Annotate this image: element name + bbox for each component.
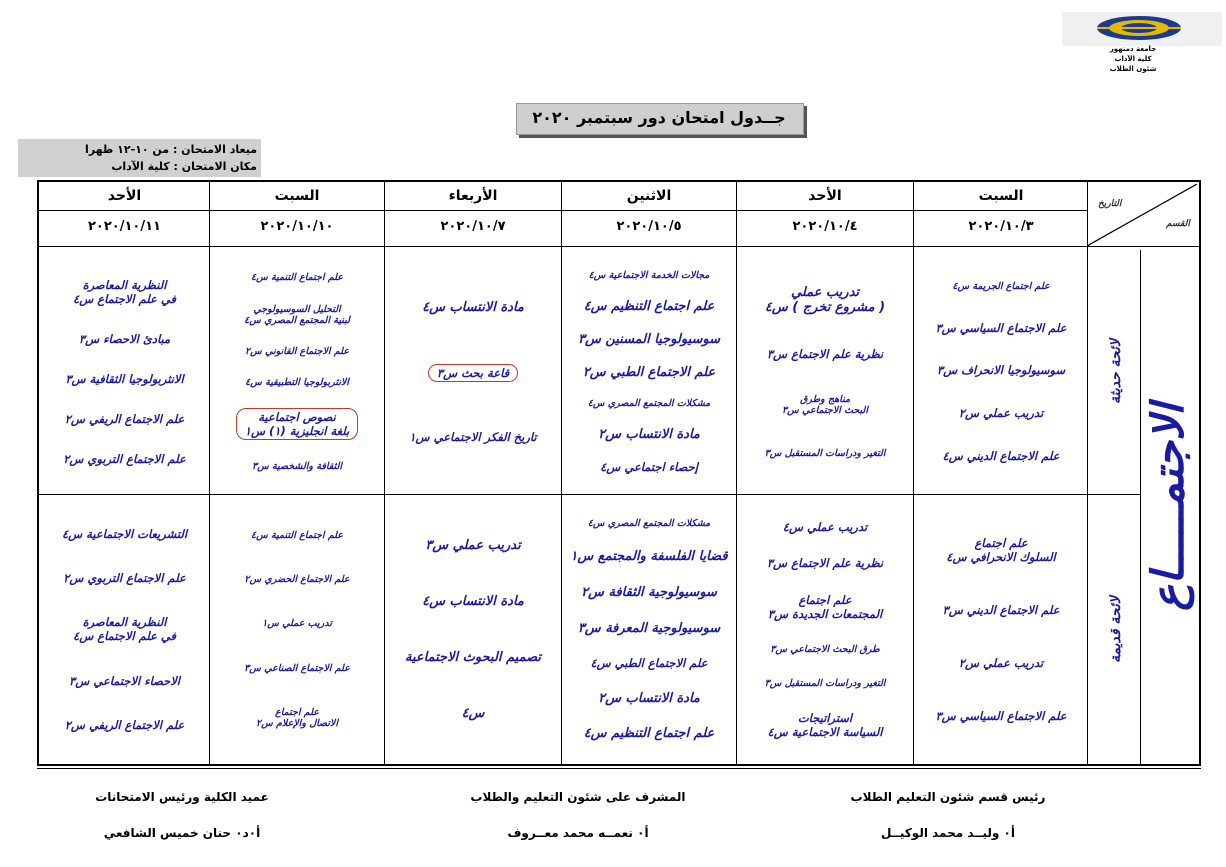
- subject-entry: علم الاجتماع التربوي س٢: [63, 571, 186, 586]
- subject-entry: نظرية علم الاجتماع س٣: [766, 556, 884, 571]
- subject-entry: الانثربولوجيا الثقافية س٣: [65, 372, 184, 386]
- subject-entry: التغير ودراسات المستقبل س٣: [764, 677, 886, 689]
- subject-entry: تدريب عملي س٤: [782, 519, 868, 534]
- university-name: جامعة دمنهور: [1109, 45, 1157, 53]
- subject-entry: الاحصاء الاجتماعي س٣: [69, 673, 180, 688]
- corner-date-label: التاريخ: [1098, 199, 1122, 209]
- subject-entry: علم اجتماع المجتمعات الجديدة س٣: [767, 593, 883, 622]
- exam-time: ميعاد الامتحان : من ١٠-١٢ ظهرا: [85, 143, 257, 156]
- cell-old-track: [915, 497, 1087, 762]
- subject-entry: الانثربولوجيا التطبيقية س٤: [245, 377, 349, 389]
- subject-entry: علم اجتماع التنمية س٤: [251, 530, 343, 542]
- cell-old-track: [41, 497, 208, 762]
- day-name: الأحد: [808, 188, 842, 204]
- subject-entry: علم الاجتماع الطبي س٤: [590, 656, 708, 671]
- sig-title-1: رئيس قسم شئون التعليم الطلاب: [850, 790, 1046, 804]
- exam-info: [18, 139, 261, 177]
- subject-entry: مجالات الخدمة الاجتماعية س٤: [588, 270, 710, 281]
- grid-line: [39, 210, 1087, 211]
- day-name: السبت: [274, 188, 320, 204]
- track-old-label: لائحة قديمة: [1108, 596, 1124, 663]
- exam-date: ٢٠٢٠/١٠/٣: [968, 219, 1034, 234]
- subject-entry: علم اجتماع التنمية س٤: [251, 272, 343, 284]
- grid-line: [39, 494, 1140, 495]
- sig-name-3: أ٠د٠ حنان خميس الشافعي: [103, 826, 261, 840]
- subject-entry: النظرية المعاصرة في علم الاجتماع س٤: [73, 615, 176, 644]
- sig-name-1: أ٠ وليــد محمد الوكيــل: [881, 826, 1015, 840]
- subject-entry: سوسيولوجية الثقافة س٢: [581, 584, 717, 600]
- subject-entry: [211, 408, 383, 440]
- grid-line: [384, 180, 385, 766]
- day-name: الأربعاء: [448, 188, 498, 204]
- university-lines: [1090, 44, 1176, 74]
- subject-entry: علم اجتماع التنظيم س٤: [583, 726, 715, 742]
- grid-line: [561, 180, 562, 766]
- subject-entry: س٤: [461, 706, 485, 721]
- subject-entry: سوسيولوجيا الانحراف س٣: [936, 363, 1066, 378]
- subject-entry: مادة الانتساب س٤: [422, 300, 524, 316]
- university-logo-icon: [1094, 14, 1184, 42]
- subject-entry: مادة الانتساب س٤: [422, 594, 524, 609]
- grid-line: [1087, 180, 1088, 766]
- highlighted-subject: نصوص اجتماعية بلغة انجليزية (١) س١: [236, 408, 358, 440]
- subject-entry: علم الاجتماع الريفي س٢: [64, 412, 185, 426]
- subject-entry: علم اجتماع الجريمة س٤: [952, 280, 1050, 292]
- corner-diagonal: [1087, 184, 1197, 246]
- exam-date: ٢٠٢٠/١٠/١٠: [260, 219, 334, 234]
- subject-entry: طرق البحث الاجتماعي س٣: [770, 643, 880, 655]
- day-name: الأحد: [107, 188, 142, 204]
- subject-entry: سوسيولوجيا المسنين س٣: [577, 332, 721, 347]
- subject-entry: تدريب عملي س٢: [958, 656, 1044, 670]
- subject-entry: مناهج وطرق البحث الاجتماعي س٣: [782, 393, 868, 416]
- subject-entry: قضايا الفلسفة والمجتمع س١: [570, 549, 728, 565]
- exam-date: ٢٠٢٠/١٠/٥: [616, 219, 682, 234]
- highlighted-subject: قاعة بحث س٣: [428, 364, 518, 382]
- subject-entry: مبادئ الاحصاء س٣: [78, 332, 171, 346]
- subject-entry: علم اجتماع الاتصال والإعلام س٢: [256, 706, 338, 729]
- subject-entry: استراتيجات السياسة الاجتماعية س٤: [767, 711, 883, 740]
- grid-line: [209, 180, 210, 766]
- exam-date: ٢٠٢٠/١٠/٧: [440, 219, 506, 234]
- bottom-divider: [37, 768, 1201, 769]
- cell-new-track: [386, 252, 560, 492]
- track-new-label: لائحة حديثة: [1108, 339, 1124, 405]
- subject-entry: علم الاجتماع السياسي س٣: [935, 320, 1067, 335]
- subject-entry: الثقافة والشخصية س٣: [252, 460, 342, 472]
- subject-entry: تدريب عملي س١: [262, 618, 332, 630]
- department-name: الاجتمـــــاع: [1143, 403, 1194, 611]
- subject-entry: سوسيولوجية المعرفة س٣: [577, 620, 721, 636]
- subject-entry: علم الاجتماع الريفي س٢: [64, 717, 185, 732]
- sig-name-2: أ٠ نعمــه محمد معــروف: [507, 826, 649, 840]
- subject-entry: علم الاجتماع الديني س٣: [942, 603, 1060, 617]
- cell-new-track: [915, 252, 1087, 492]
- subject-entry: مشكلات المجتمع المصري س٤: [587, 398, 711, 409]
- sig-title-3: عميد الكلية ورئيس الامتحانات: [95, 790, 269, 804]
- cell-old-track: [563, 497, 735, 762]
- cell-old-track: [386, 497, 560, 762]
- subject-entry: علم الاجتماع الحضري س٢: [244, 574, 350, 586]
- subject-entry: تاريخ الفكر الاجتماعي س١: [409, 429, 537, 444]
- grid-line: [913, 180, 914, 766]
- subject-entry: علم الاجتماع السياسي س٣: [935, 709, 1067, 723]
- grid-line: [39, 246, 1199, 247]
- subject-entry: تدريب عملي س٢: [958, 406, 1044, 421]
- subject-entry: تدريب عملي س٣: [425, 538, 521, 553]
- subject-entry: النظرية المعاصرة في علم الاجتماع س٤: [73, 278, 176, 306]
- subject-entry: نظرية علم الاجتماع س٣: [766, 347, 884, 362]
- subject-entry: مشكلات المجتمع المصري س٤: [587, 517, 711, 529]
- cell-old-track: [211, 497, 383, 762]
- subject-entry: علم الاجتماع التربوي س٢: [63, 452, 186, 466]
- subject-entry: مادة الانتساب س٢: [598, 427, 700, 442]
- grid-line: [736, 180, 737, 766]
- subject-entry: تدريب عملي ( مشروع تخرج ) س٤: [764, 284, 886, 315]
- subject-entry: علم الاجتماع القانوني س٢: [245, 345, 349, 357]
- subject-entry: تصميم البحوث الاجتماعية: [405, 650, 541, 665]
- sig-title-2: المشرف على شئون التعليم والطلاب: [470, 790, 686, 804]
- subject-entry: علم الاجتماع الطبي س٢: [582, 365, 716, 380]
- subject-entry: التغير ودراسات المستقبل س٣: [764, 448, 886, 460]
- day-name: الاثنين: [626, 188, 672, 204]
- exam-date: ٢٠٢٠/١٠/١١: [88, 219, 161, 234]
- faculty-name: كلية الآداب: [1114, 55, 1152, 63]
- cell-old-track: [738, 497, 912, 762]
- page-title: جــدول امتحان دور سبتمبر ٢٠٢٠: [532, 108, 786, 127]
- subject-entry: علم اجتماع التنظيم س٤: [583, 299, 715, 314]
- cell-new-track: [738, 252, 912, 492]
- subject-entry: علم الاجتماع الديني س٤: [942, 449, 1060, 464]
- cell-new-track: [563, 252, 735, 492]
- office-name: شئون الطلاب: [1109, 65, 1157, 73]
- day-name: السبت: [978, 188, 1024, 204]
- subject-entry: علم الاجتماع الصناعي س٣: [244, 662, 350, 674]
- subject-entry: التحليل السوسيولوجي لبنية المجتمع المصري س٤: [244, 303, 350, 326]
- cell-new-track: [211, 252, 383, 492]
- subject-entry: مادة الانتساب س٢: [598, 690, 700, 706]
- corner-dept-label: القسم: [1166, 219, 1190, 229]
- subject-entry: إحصاء اجتماعي س٤: [600, 460, 698, 474]
- subject-entry: علم اجتماع السلوك الانحرافي س٤: [946, 536, 1056, 564]
- cell-new-track: [41, 252, 208, 492]
- subject-entry: التشريعات الاجتماعية س٤: [61, 527, 188, 542]
- exam-date: ٢٠٢٠/١٠/٤: [792, 219, 858, 234]
- subject-entry: [386, 364, 560, 382]
- exam-place: مكان الامتحان : كلية الآداب: [111, 160, 257, 173]
